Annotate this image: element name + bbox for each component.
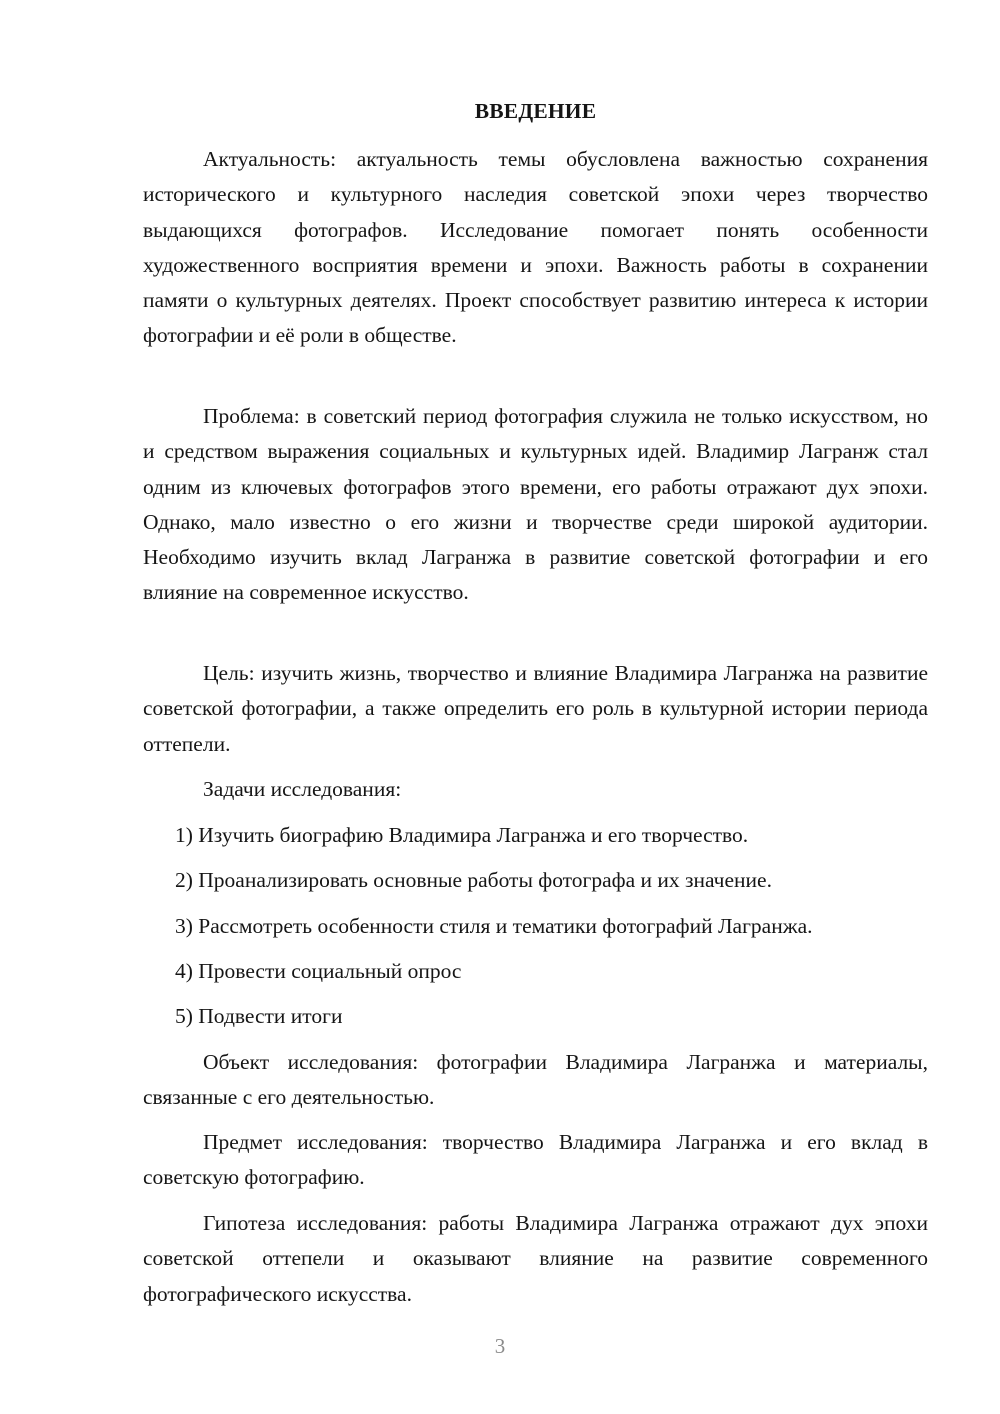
list-item: 4) Провести социальный опрос: [175, 959, 462, 983]
relevance-paragraph: Актуальность: актуальность темы обусловлена важностью сохранения исторического и культурного наследия советской эпохи через творчество выдающихся фотографов. Исследование помогает понять особенности художественного восприятия времени и эпохи. Важность работы в сохранении памяти о культурных деятелях. Проект способствует развитию интереса к истории фотографии и её роли в обществе.: [143, 147, 928, 348]
list-item: 1) Изучить биографию Владимира Лагранжа и его творчество.: [175, 823, 749, 847]
page-number: 3: [494, 1334, 506, 1358]
subject-paragraph: Предмет исследования: творчество Владимира Лагранжа и его вклад в советскую фотографию.: [143, 1130, 928, 1190]
problem-paragraph: Проблема: в советский период фотография служила не только искусством, но и средством выражения социальных и культурных идей. Владимир Лагранж стал одним из ключевых фотографов этого времени, его работы отражают дух эпохи. Однако, мало известно о его жизни и творчестве среди широкой аудитории. Необходимо изучить вклад Лагранжа в развитие советской фотографии и его влияние на современное искусство.: [143, 404, 928, 605]
list-item: 3) Рассмотреть особенности стиля и тематики фотографий Лагранжа.: [175, 914, 813, 938]
page-title: ВВЕДЕНИЕ: [474, 99, 597, 123]
list-item: 5) Подвести итоги: [175, 1004, 343, 1028]
object-paragraph: Объект исследования: фотографии Владимира Лагранжа и материалы, связанные с его деятельностью.: [143, 1050, 928, 1110]
goal-paragraph: Цель: изучить жизнь, творчество и влияние Владимира Лагранжа на развитие советской фотографии, а также определить его роль в культурной истории периода оттепели.: [143, 661, 928, 756]
hypothesis-paragraph: Гипотеза исследования: работы Владимира Лагранжа отражают дух эпохи советской оттепели и оказывают влияние на развитие современного фотографического искусства.: [143, 1211, 928, 1306]
tasks-heading: Задачи исследования:: [203, 777, 402, 801]
list-item: 2) Проанализировать основные работы фотографа и их значение.: [175, 868, 772, 892]
